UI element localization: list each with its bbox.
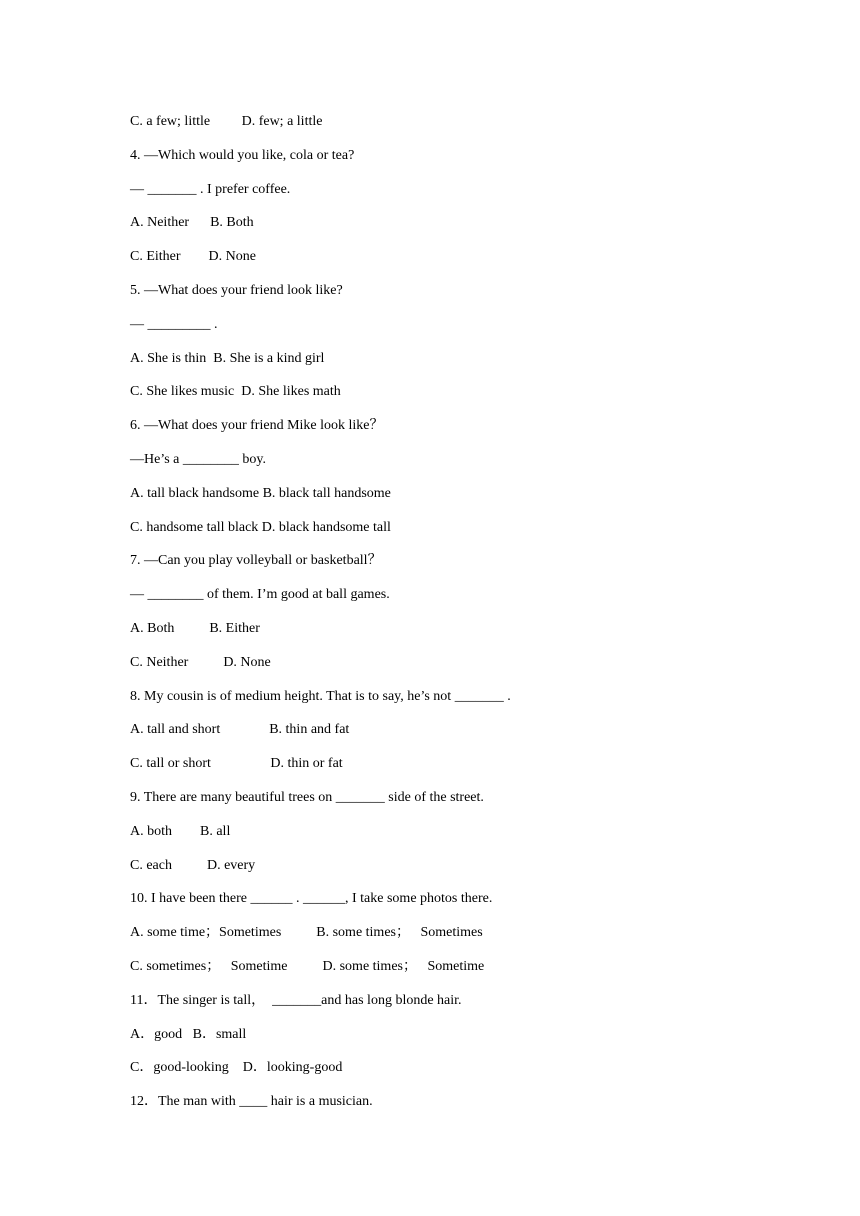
text-line: C. a few; little D. few; a little: [130, 114, 323, 129]
text-line: 12．The man with ____ hair is a musician.: [130, 1094, 373, 1110]
text-line: A. She is thin B. She is a kind girl: [130, 350, 325, 366]
text-line: — _________ .: [130, 316, 218, 332]
text-line: 6. —What does your friend Mike look like？: [130, 418, 384, 434]
text-line: 4. —Which would you like, cola or tea?: [130, 147, 355, 163]
text-line: A. tall and short B. thin and fat: [130, 722, 350, 738]
text-line: 5. —What does your friend look like?: [130, 282, 343, 298]
text-line: C. each D. every: [130, 857, 256, 873]
question-text: [130, 111, 810, 1125]
text-line: 9. There are many beautiful trees on _______ side of the street.: [130, 789, 484, 805]
text-line: A. Both B. Either: [130, 620, 260, 636]
text-line: C．good-looking D．looking-good: [130, 1060, 343, 1076]
text-line: — _______ . I prefer coffee.: [130, 181, 291, 197]
text-line: C. tall or short D. thin or fat: [130, 756, 343, 772]
text-line: —He’s a ________ boy.: [130, 451, 266, 467]
text-line: C. Either D. None: [130, 249, 256, 265]
text-line: A．good B．small: [130, 1026, 247, 1042]
text-line: — ________ of them. I’m good at ball games.: [130, 587, 390, 603]
text-line: A. some time；Sometimes B. some times； Sometimes: [130, 925, 483, 941]
text-line: 11．The singer is tall， _______and has long blonde hair.: [130, 992, 462, 1008]
text-line: C. Neither D. None: [130, 654, 271, 670]
text-line: 10. I have been there ______ . ______, I take some photos there.: [130, 891, 493, 907]
text-line: 7. —Can you play volleyball or basketball？: [130, 553, 382, 569]
text-line: A. tall black handsome B. black tall handsome: [130, 485, 391, 501]
text-line: A. both B. all: [130, 823, 231, 839]
text-line: A. Neither B. Both: [130, 215, 254, 231]
text-line: C. She likes music D. She likes math: [130, 384, 341, 400]
text-line: C. sometimes； Sometime D. some times； Sometime: [130, 958, 485, 974]
text-line: C. handsome tall black D. black handsome tall: [130, 519, 391, 535]
text-line: 8. My cousin is of medium height. That is to say, he’s not _______ .: [130, 688, 511, 704]
